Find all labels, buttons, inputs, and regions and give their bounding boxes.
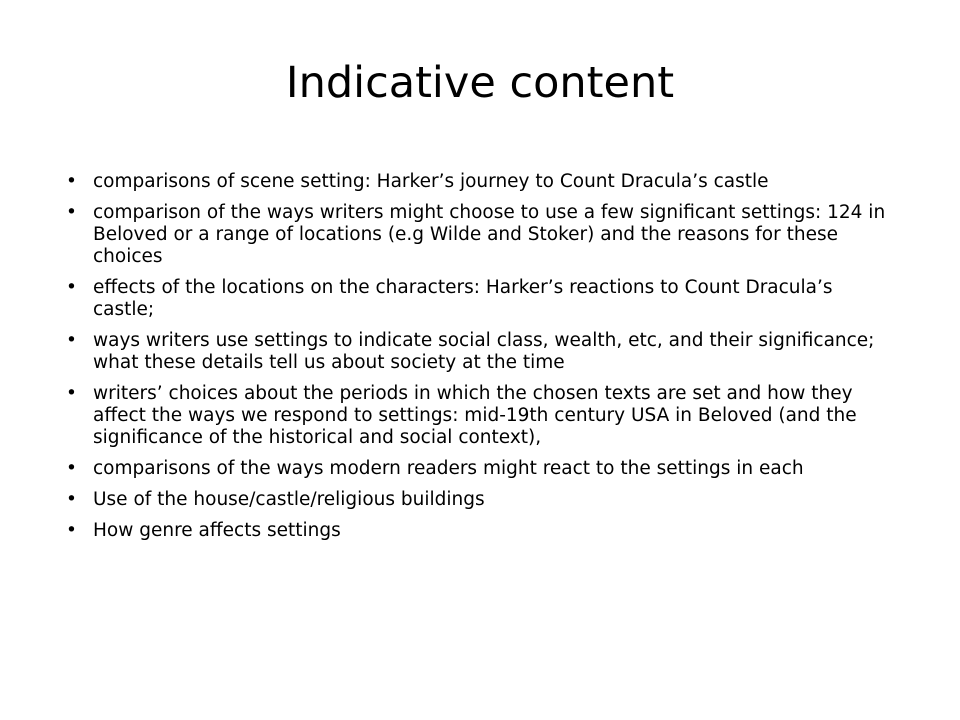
bullet-dot-icon: • [66, 277, 77, 298]
bullet-dot-icon: • [66, 383, 77, 404]
bullet-item [66, 383, 896, 449]
bullet-text: How genre affects settings [93, 520, 341, 541]
bullet-dot-icon: • [66, 489, 77, 510]
bullet-text: comparisons of the ways modern readers might react to the settings in each [93, 458, 804, 479]
bullet-dot-icon: • [66, 520, 77, 541]
bullet-text: comparisons of scene setting: Harker’s journey to Count Dracula’s castle [93, 171, 769, 192]
bullet-item [66, 489, 896, 511]
bullet-dot-icon: • [66, 330, 77, 351]
bullet-text: comparison of the ways writers might choose to use a few significant settings: 124 in Beloved or a range of locations (e.g Wilde and Stoker) and the reasons for these choices [93, 202, 886, 267]
bullet-item [66, 458, 896, 480]
bullet-item [66, 330, 896, 374]
bullet-text: effects of the locations on the characters: Harker’s reactions to Count Dracula’s castle; [93, 277, 833, 320]
bullet-dot-icon: • [66, 458, 77, 479]
bullet-item [66, 277, 896, 321]
bullet-dot-icon: • [66, 171, 77, 192]
bullet-item [66, 520, 896, 542]
bullet-text: ways writers use settings to indicate social class, wealth, etc, and their significance; what these details tell us about society at the time [93, 330, 875, 373]
bullet-item [66, 171, 896, 193]
slide-title: Indicative content [285, 58, 675, 108]
bullet-text: Use of the house/castle/religious buildings [93, 489, 485, 510]
bullet-dot-icon: • [66, 202, 77, 223]
bullet-text: writers’ choices about the periods in which the chosen texts are set and how they affect the ways we respond to settings: mid-19th century USA in Beloved (and the significance of the historical and social context), [93, 383, 857, 448]
bullet-list [66, 171, 896, 551]
bullet-item [66, 202, 896, 268]
